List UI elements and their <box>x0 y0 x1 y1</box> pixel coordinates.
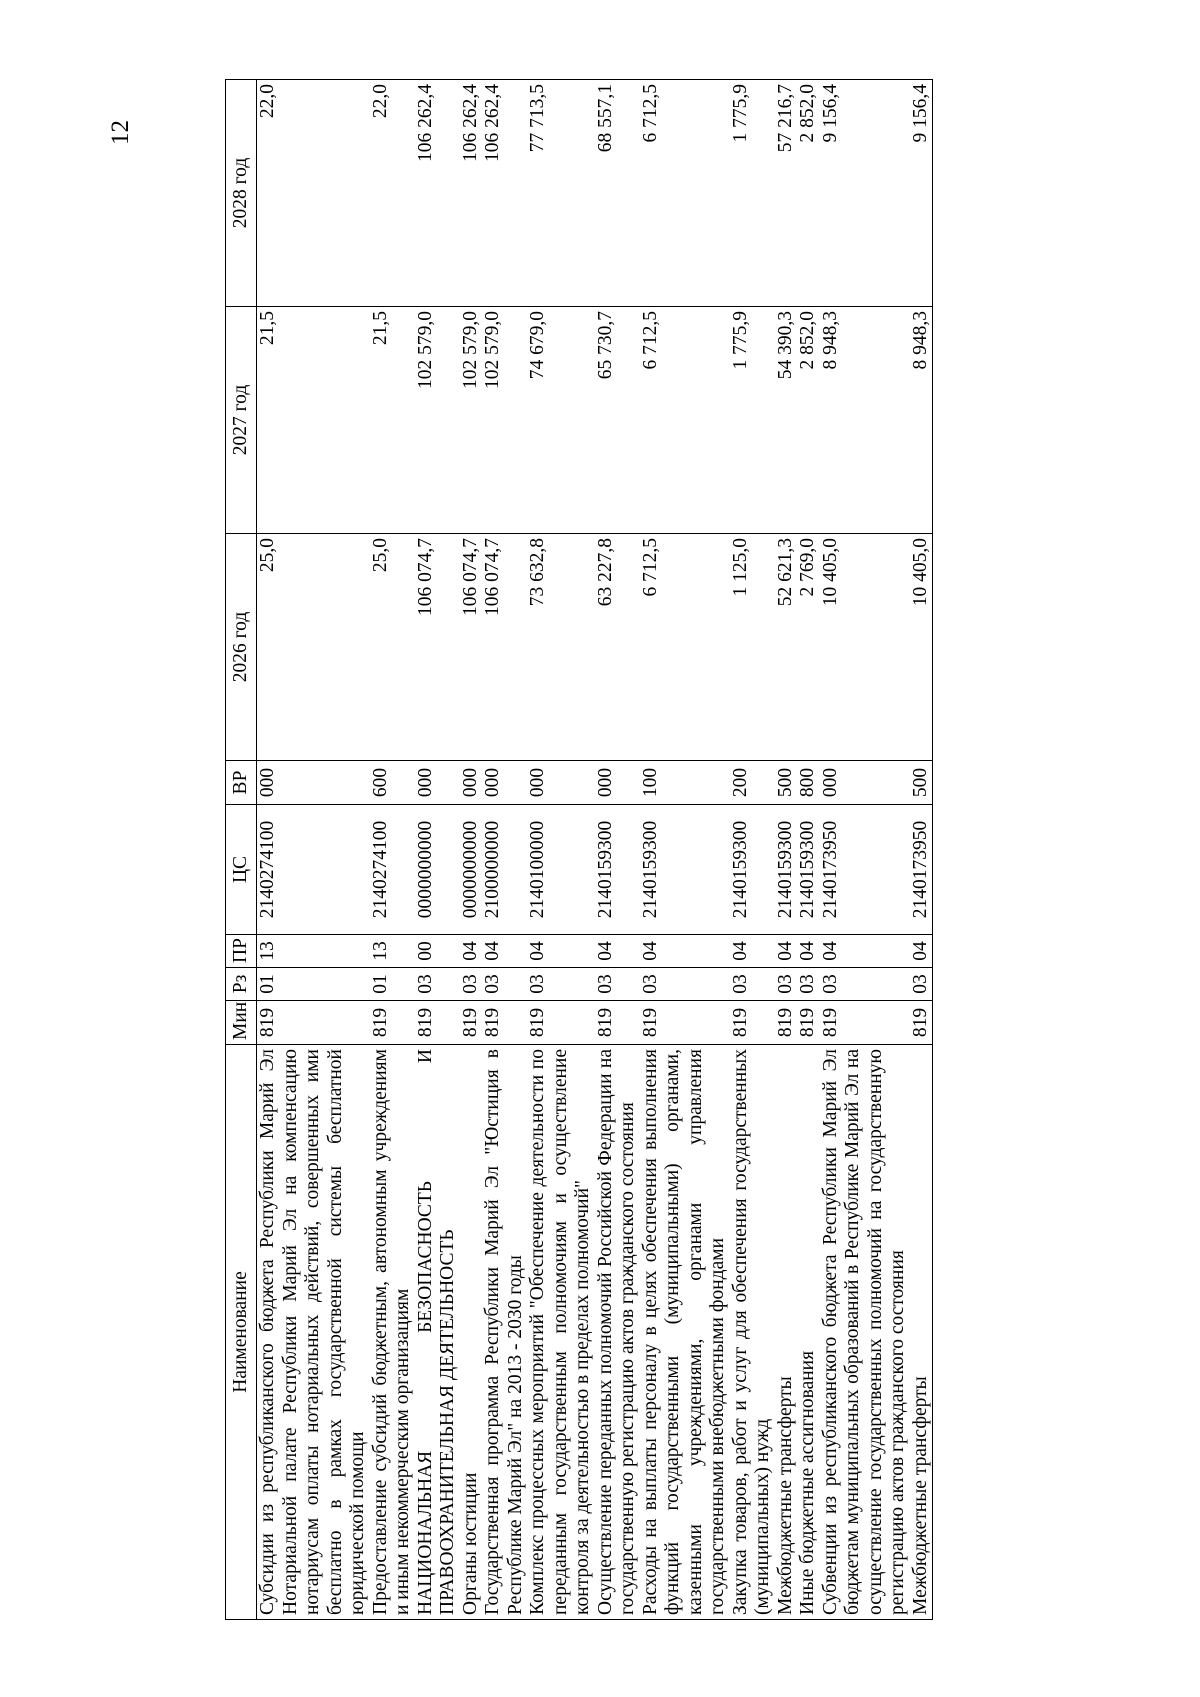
row-2026: 1 125,0 <box>730 534 775 761</box>
row-pr: 04 <box>775 935 798 968</box>
row-rz: 03 <box>910 968 933 1001</box>
row-pr: 00 <box>415 935 460 968</box>
row-2027: 21,5 <box>370 307 415 534</box>
header-name: Наименование <box>226 1045 257 1620</box>
row-rz: 03 <box>595 968 640 1001</box>
header-pr: ПР <box>226 935 257 968</box>
row-min: 819 <box>527 1001 595 1045</box>
table-row <box>460 80 483 1620</box>
row-rz: 03 <box>775 968 798 1001</box>
row-cs: 0000000000 <box>415 805 460 935</box>
row-pr: 13 <box>257 935 370 968</box>
row-2028: 22,0 <box>257 80 370 307</box>
row-2027: 74 679,0 <box>527 307 595 534</box>
row-2027: 1 775,9 <box>730 307 775 534</box>
row-pr: 04 <box>527 935 595 968</box>
row-vr: 000 <box>595 761 640 805</box>
row-2028: 57 216,7 <box>775 80 798 307</box>
header-2026: 2026 год <box>226 534 257 761</box>
row-2027: 2 852,0 <box>797 307 820 534</box>
row-cs: 2140159300 <box>730 805 775 935</box>
row-vr: 500 <box>910 761 933 805</box>
row-pr: 04 <box>910 935 933 968</box>
row-rz: 03 <box>527 968 595 1001</box>
row-2027: 102 579,0 <box>482 307 527 534</box>
row-name: Межбюджетные трансферты <box>910 1045 933 1620</box>
row-2028: 68 557,1 <box>595 80 640 307</box>
row-vr: 000 <box>257 761 370 805</box>
row-name: Иные бюджетные ассигнования <box>797 1045 820 1620</box>
row-cs: 2140100000 <box>527 805 595 935</box>
row-2028: 9 156,4 <box>910 80 933 307</box>
table-row <box>820 80 910 1620</box>
row-2028: 77 713,5 <box>527 80 595 307</box>
row-2026: 73 632,8 <box>527 534 595 761</box>
row-2028: 22,0 <box>370 80 415 307</box>
row-pr: 04 <box>820 935 910 968</box>
row-cs: 2140159300 <box>797 805 820 935</box>
row-2027: 21,5 <box>257 307 370 534</box>
row-pr: 04 <box>730 935 775 968</box>
row-rz: 03 <box>730 968 775 1001</box>
row-pr: 04 <box>640 935 730 968</box>
row-cs: 2140173950 <box>910 805 933 935</box>
table-row <box>797 80 820 1620</box>
row-2027: 65 730,7 <box>595 307 640 534</box>
row-vr: 600 <box>370 761 415 805</box>
row-min: 819 <box>640 1001 730 1045</box>
row-2026: 25,0 <box>370 534 415 761</box>
table-row <box>775 80 798 1620</box>
header-rz: Рз <box>226 968 257 1001</box>
row-rz: 03 <box>820 968 910 1001</box>
row-pr: 04 <box>460 935 483 968</box>
row-2027: 54 390,3 <box>775 307 798 534</box>
row-rz: 01 <box>370 968 415 1001</box>
page-number: 12 <box>107 120 134 145</box>
rotated-page <box>107 80 1185 1620</box>
row-2026: 10 405,0 <box>820 534 910 761</box>
table-row <box>370 80 415 1620</box>
table-row <box>730 80 775 1620</box>
table-row <box>640 80 730 1620</box>
table-row <box>527 80 595 1620</box>
row-2028: 106 262,4 <box>415 80 460 307</box>
row-2027: 102 579,0 <box>415 307 460 534</box>
row-2028: 9 156,4 <box>820 80 910 307</box>
row-2026: 2 769,0 <box>797 534 820 761</box>
row-vr: 500 <box>775 761 798 805</box>
header-vr: ВР <box>226 761 257 805</box>
row-pr: 04 <box>595 935 640 968</box>
row-rz: 01 <box>257 968 370 1001</box>
row-min: 819 <box>910 1001 933 1045</box>
table-header-row <box>226 80 257 1620</box>
row-rz: 03 <box>482 968 527 1001</box>
row-min: 819 <box>595 1001 640 1045</box>
row-2027: 8 948,3 <box>820 307 910 534</box>
row-vr: 200 <box>730 761 775 805</box>
row-vr: 000 <box>527 761 595 805</box>
row-2026: 106 074,7 <box>482 534 527 761</box>
row-min: 819 <box>257 1001 370 1045</box>
row-2026: 25,0 <box>257 534 370 761</box>
row-name: Органы юстиции <box>460 1045 483 1620</box>
row-rz: 03 <box>415 968 460 1001</box>
row-2026: 106 074,7 <box>460 534 483 761</box>
row-2028: 106 262,4 <box>482 80 527 307</box>
row-2028: 2 852,0 <box>797 80 820 307</box>
row-2026: 10 405,0 <box>910 534 933 761</box>
row-vr: 000 <box>415 761 460 805</box>
row-min: 819 <box>775 1001 798 1045</box>
row-2027: 102 579,0 <box>460 307 483 534</box>
row-pr: 04 <box>482 935 527 968</box>
header-min: Мин <box>226 1001 257 1045</box>
row-rz: 03 <box>460 968 483 1001</box>
row-min: 819 <box>730 1001 775 1045</box>
row-name: Комплекс процессных мероприятий "Обеспечение деятельности по переданным государственным полномочиям и осуществление контроля за деятельностью в пределах полномочий" <box>527 1045 595 1620</box>
row-rz: 03 <box>797 968 820 1001</box>
row-vr: 000 <box>482 761 527 805</box>
table-row <box>595 80 640 1620</box>
row-rz: 03 <box>640 968 730 1001</box>
row-min: 819 <box>820 1001 910 1045</box>
table-body <box>257 80 933 1620</box>
row-name: НАЦИОНАЛЬНАЯ БЕЗОПАСНОСТЬ И ПРАВООХРАНИТЕЛЬНАЯ ДЕЯТЕЛЬНОСТЬ <box>415 1045 460 1620</box>
row-name: Межбюджетные трансферты <box>775 1045 798 1620</box>
row-vr: 000 <box>820 761 910 805</box>
header-cs: ЦС <box>226 805 257 935</box>
table-row <box>257 80 370 1620</box>
budget-table <box>225 79 933 1620</box>
row-2027: 8 948,3 <box>910 307 933 534</box>
row-2027: 6 712,5 <box>640 307 730 534</box>
row-2028: 6 712,5 <box>640 80 730 307</box>
row-2026: 52 621,3 <box>775 534 798 761</box>
row-2026: 6 712,5 <box>640 534 730 761</box>
row-cs: 2140159300 <box>775 805 798 935</box>
row-min: 819 <box>370 1001 415 1045</box>
row-cs: 2140274100 <box>257 805 370 935</box>
row-pr: 13 <box>370 935 415 968</box>
row-name: Осуществление переданных полномочий Российской Федерации на государственную регистрацию актов гражданского состояния <box>595 1045 640 1620</box>
row-2026: 106 074,7 <box>415 534 460 761</box>
row-2028: 106 262,4 <box>460 80 483 307</box>
table-row <box>482 80 527 1620</box>
row-name: Государственная программа Республики Марий Эл "Юстиция в Республике Марий Эл" на 2013 - 2030 годы <box>482 1045 527 1620</box>
row-vr: 100 <box>640 761 730 805</box>
table-row <box>415 80 460 1620</box>
row-min: 819 <box>482 1001 527 1045</box>
row-cs: 2140173950 <box>820 805 910 935</box>
row-cs: 0000000000 <box>460 805 483 935</box>
row-cs: 2140159300 <box>595 805 640 935</box>
row-vr: 800 <box>797 761 820 805</box>
row-name: Субвенции из республиканского бюджета Республики Марий Эл бюджетам муниципальных образований в Республике Марий Эл на осуществление государственных полномочий на государственную регистрацию актов гражданского состояния <box>820 1045 910 1620</box>
header-2027: 2027 год <box>226 307 257 534</box>
row-min: 819 <box>415 1001 460 1045</box>
row-name: Расходы на выплаты персоналу в целях обеспечения выполнения функций государственными (муниципальными) органами, казенными учреждениями, органами управления государственными внебюджетными фондами <box>640 1045 730 1620</box>
row-min: 819 <box>797 1001 820 1045</box>
row-vr: 000 <box>460 761 483 805</box>
row-cs: 2100000000 <box>482 805 527 935</box>
row-name: Предоставление субсидий бюджетным, автономным учреждениям и иным некоммерческим организациям <box>370 1045 415 1620</box>
row-2026: 63 227,8 <box>595 534 640 761</box>
row-min: 819 <box>460 1001 483 1045</box>
row-cs: 2140159300 <box>640 805 730 935</box>
row-name: Субсидии из республиканского бюджета Республики Марий Эл Нотариальной палате Республики Марий Эл на компенсацию нотариусам оплаты нотариальных действий, совершенных ими бесплатно в рамках государственной системы бесплатной юридической помощи <box>257 1045 370 1620</box>
row-pr: 04 <box>797 935 820 968</box>
row-cs: 2140274100 <box>370 805 415 935</box>
row-2028: 1 775,9 <box>730 80 775 307</box>
row-name: Закупка товаров, работ и услуг для обеспечения государственных (муниципальных) нужд <box>730 1045 775 1620</box>
table-row <box>910 80 933 1620</box>
header-2028: 2028 год <box>226 80 257 307</box>
